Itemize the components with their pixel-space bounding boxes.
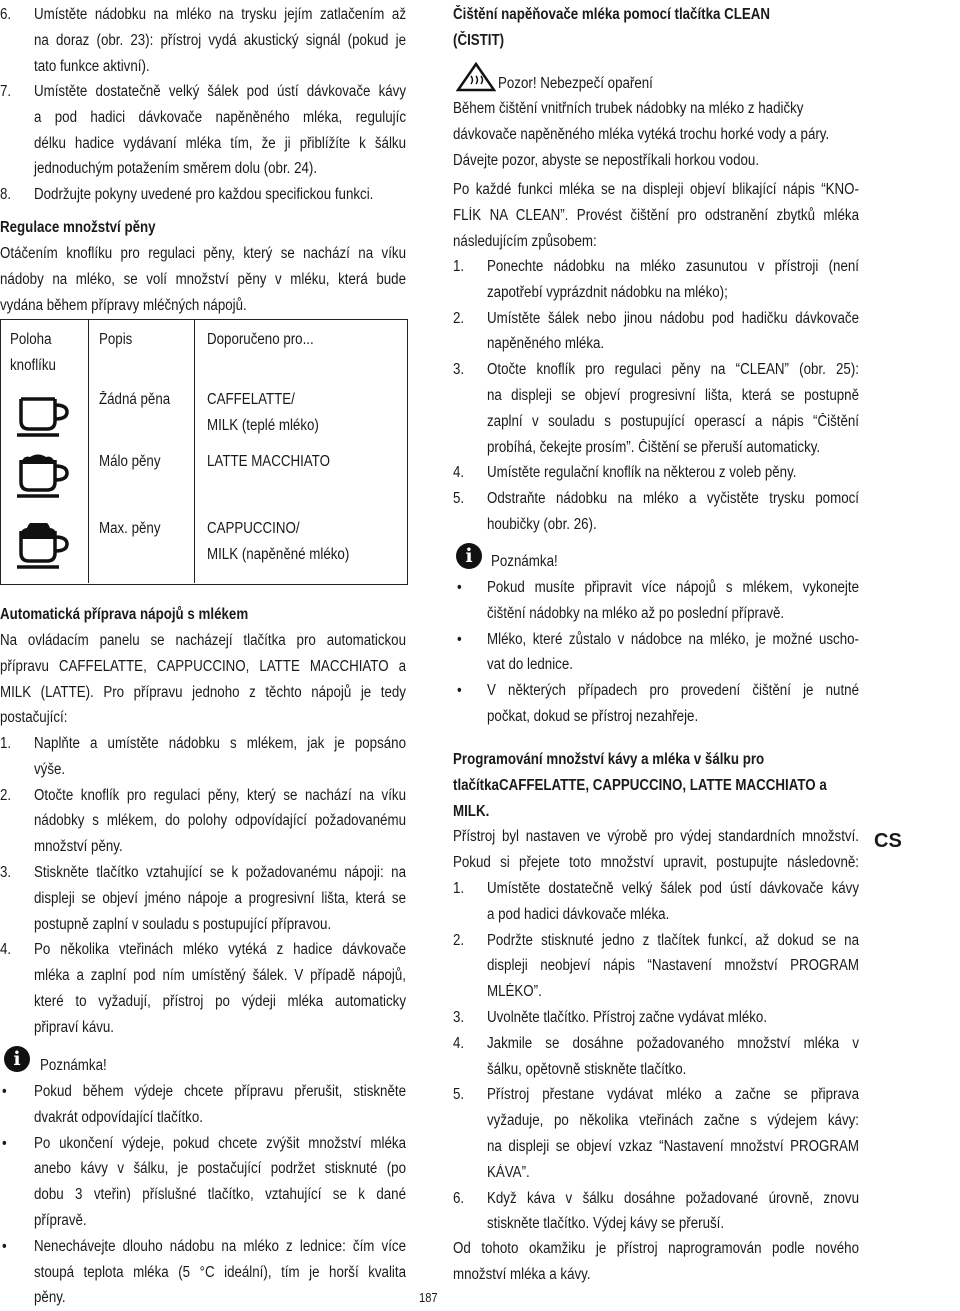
step-text: Po několika vteřinách mléko vytéká z hadice dávkovače [34,941,406,959]
bullet: • [2,1237,7,1255]
table-header: Doporučeno pro... [207,331,314,348]
step-text: Když káva v šálku dosáhne požadované úrovně, znovu [487,1189,859,1207]
step-text: Dodržujte pokyny uvedené pro každou specifickou funkci. [34,186,374,203]
step-number: 2. [453,309,465,327]
step-text: Umístěte nádobku na mléko na trysku jejím zatlačením až [34,6,406,23]
step-number: 1. [0,735,12,752]
bullet: • [2,1083,7,1100]
paragraph-line: FLÍK NA CLEAN”. Provést čištění pro odstranění zbytků mléka [453,206,859,224]
step-text: a pod hadici dávkovače mléka. [487,905,670,923]
section-heading: (ČISTIT) [453,32,505,49]
section-heading: Automatická příprava nápojů s mlékem [0,606,249,623]
bullet-text: čištění nádobky na mléko až po poslední přípravě. [487,604,785,622]
bullet-text: počkat, dokud se přístroj nezahřeje. [487,708,699,725]
paragraph-line: dávkovače napěněného mléka vytéká trochu horké vody a páry. [453,125,830,143]
step-number: 3. [0,864,12,881]
paragraph-line: Po každé funkci mléka se na displeji objeví blikající nápis “KNO- [453,181,859,198]
step-number: 4. [0,941,12,959]
step-text: houbičky (obr. 26). [487,516,597,533]
step-number: 4. [453,464,465,482]
step-text: šálku, opětovně stiskněte tlačítko. [487,1060,687,1078]
step-number: 3. [453,361,465,379]
paragraph-line: Otáčením knoflíku pro regulaci pěny, který se nachází na víku [0,245,406,262]
paragraph-line: postačující: [0,709,68,727]
bullet: • [2,1134,7,1152]
section-heading: tlačítkaCAFFELATTE, CAPPUCCINO, LATTE MACCHIATO a [453,776,827,794]
bullet-text: stoupá teplota mléka (5 °C ideální), tím je horší kvalita [34,1263,406,1281]
step-text: Jakmile se dosáhne požadovaného množství mléka v [487,1034,859,1052]
paragraph-line: vydána během přípravy mléčných nápojů. [0,296,247,314]
table-cell-description: Málo pěny [99,453,161,470]
paragraph-line: Pokud si přejete toto množství upravit, postupujte následovně: [453,853,859,871]
step-text: Otočte knoflík pro regulaci pěny, který se nachází na víku [34,786,406,804]
step-text: Umístěte dostatečně velký šálek pod ústí dávkovače kávy [34,83,406,100]
table-cell-recommendation: MILK (teplé mléko) [207,416,319,434]
table-cell-description: Max. pěny [99,520,161,537]
bullet-text: Pokud během výdeje chcete přípravu přerušit, stiskněte [34,1083,406,1100]
step-number: 2. [0,786,12,804]
table-cell-recommendation: CAPPUCCINO/ [207,520,300,537]
table-cell-recommendation: MILK (napěněné mléko) [207,545,350,563]
table-divider [194,319,195,583]
bullet-text: Nenechávejte dlouho nádobu na mléko z lednice: čím více [34,1237,406,1255]
step-number: 8. [0,186,12,203]
table-divider [88,319,89,583]
step-text: Ponechte nádobku na mléko zasunutou v přístroji (není [487,258,859,275]
step-text: Umístěte dostatečně velký šálek pod ústí dávkovače kávy [487,880,859,897]
bullet: • [457,682,462,700]
step-number: 7. [0,83,12,100]
step-text: postupně zaplní v souladu s postupující přípravou. [34,915,332,933]
paragraph-line: Přístroj byl nastaven ve výrobě pro výdej standardních množství. [453,828,859,845]
info-icon: i [456,543,482,569]
paragraph-line: přípravu CAFFELATTE, CAPPUCCINO, LATTE MACCHIATO a [0,657,406,675]
paragraph-line: Během čištění vnitřních trubek nádobky na mléko z hadičky [453,100,804,117]
paragraph-line: množství mléka a kávy. [453,1265,591,1283]
note-label: Poznámka! [491,553,558,570]
info-icon: i [4,1046,30,1072]
bullet-text: pěny. [34,1289,66,1307]
step-text: výše. [34,760,66,778]
section-heading: Programování množství kávy a mléka v šálku pro [453,751,765,768]
step-text: zapotřebí vyprázdnit nádobku na mléko); [487,283,728,301]
table-cell-recommendation: CAFFELATTE/ [207,391,295,408]
table-cell-recommendation: LATTE MACCHIATO [207,453,330,470]
cup-no-foam-icon [17,391,73,437]
hot-warning-icon [456,62,496,92]
step-text: na displeji se objeví vzkaz “Nastavení množství PROGRAM [487,1138,859,1155]
step-text: stiskněte tlačítko. Výdej kávy se přeruší. [487,1215,725,1233]
step-text: Přístroj přestane vydávat mléko a začne se připrava [487,1086,859,1104]
paragraph-line: nádoby na mléko, se volí množství pěny v mléku, která bude [0,270,406,288]
section-heading: Regulace množství pěny [0,219,156,236]
bullet-text: V některých případech pro provedení čištění je nutné [487,682,859,700]
step-text: délku hadice vydávaní mléka tím, že ji přiblížíte k šálku [34,134,406,152]
section-heading: MILK. [453,802,490,820]
step-text: zaplní v souladu s postupující operascí a nápis “Čištění [487,412,859,430]
step-text: mléka a zaplní pod ním umístěný šálek. V případě nápojů, [34,967,406,985]
step-text: na doraz (obr. 23): přístroj vydá akustický signál (pokud je [34,31,406,49]
bullet-text: dobu 3 vteřin) příslušné tlačítko, vztahující se k dané [34,1186,406,1204]
table-header: Poloha [10,331,52,348]
paragraph-line: Na ovládacím panelu se nacházejí tlačítka pro automatickou [0,632,406,649]
page-number: 187 [419,1290,438,1305]
step-number: 6. [0,6,12,23]
step-text: Odstraňte nádobku na mléko a vyčistěte trysku pomocí [487,490,859,508]
step-text: displeji neobjeví nápis “Nastavení množství PROGRAM [487,957,859,975]
step-text: jednoduchým potažením směrem dolu (obr. 24). [34,160,318,178]
cup-max-foam-icon [17,523,73,569]
bullet: • [457,579,462,596]
bullet-text: Pokud musíte připravit více nápojů s mlékem, vykonejte [487,579,859,596]
step-text: Uvolněte tlačítko. Přístroj začne vydávat mléko. [487,1009,768,1026]
bullet-text: Mléko, které zůstalo v nádobce na mléko, je možné uscho- [487,630,859,648]
step-text: probíhá, čekejte prosím”. Čištění se přeruší automaticky. [487,438,821,456]
step-text: MLÉKO”. [487,983,542,1001]
paragraph-line: Dávejte pozor, abyste se nepostříkali horkou vodou. [453,151,760,169]
language-label: CS [874,830,902,852]
paragraph-line: Od tohoto okamžiku je přístroj naprogramován podle nového [453,1240,859,1257]
step-text: které to vyžadují, přístroj po výdeji mléka automaticky [34,993,406,1010]
step-number: 5. [453,490,465,508]
note-label: Poznámka! [40,1057,107,1074]
step-text: tato funkce aktivní). [34,57,150,75]
step-text: vyžaduje, po několika vteřinách začne s výdejem kávy: [487,1112,859,1130]
step-text: displeji se objeví jméno nápoje a progresivní lišta, která se [34,889,406,907]
bullet-text: vat do lednice. [487,656,573,674]
step-number: 3. [453,1009,465,1026]
step-text: Otočte knoflík pro regulaci pěny na “CLEAN” (obr. 25): [487,361,859,379]
step-text: Umístěte šálek nebo jinou nádobu pod hadičku dávkovače [487,309,859,327]
step-text: připraví kávu. [34,1018,115,1036]
step-text: napěněného mléka. [487,335,605,353]
bullet-text: Po ukončení výdeje, pokud chcete zvýšit množství mléka [34,1134,406,1152]
cup-little-foam-icon [17,452,73,498]
paragraph-line: MILK (LATTE). Pro přípravu jednoho z těchto nápojů je tedy [0,683,406,701]
step-text: množství pěny. [34,838,123,856]
step-text: na displeji se objeví progresivní lišta, která se postupně [487,387,859,404]
step-text: Umístěte regulační knoflík na některou z voleb pěny. [487,464,797,482]
step-text: a pod hadici dávkovače napěněného mléka, regulujíc [34,108,406,126]
table-header: knoflíku [10,357,56,374]
step-text: Naplňte a umístěte nádobku s mlékem, jak je popsáno [34,735,406,752]
step-number: 1. [453,880,465,897]
step-number: 5. [453,1086,465,1104]
step-number: 4. [453,1034,465,1052]
bullet-text: přípravě. [34,1212,87,1229]
table-cell-description: Žádná pěna [99,391,171,408]
step-text: nádobky s mlékem, do polohy odpovídající požadovanému [34,812,406,830]
table-header: Popis [99,331,133,348]
step-text: KÁVA”. [487,1163,530,1181]
step-number: 6. [453,1189,465,1207]
step-text: Stiskněte tlačítko vztahující se k požadovanému nápoji: na [34,864,406,881]
step-number: 1. [453,258,465,275]
bullet-text: anebo kávy v šálku, je postačující podržet stisknuté (po [34,1160,406,1178]
step-text: Podržte stisknuté jedno z tlačítek funkcí, až dokud se na [487,931,859,949]
section-heading: Čištění napěňovače mléka pomocí tlačítka CLEAN [453,6,771,23]
step-number: 2. [453,931,465,949]
warning-label: Pozor! Nebezpečí opaření [498,75,653,92]
bullet: • [457,630,462,648]
bullet-text: dvakrát odpovídající tlačítko. [34,1108,203,1126]
paragraph-line: následujícím způsobem: [453,232,597,250]
